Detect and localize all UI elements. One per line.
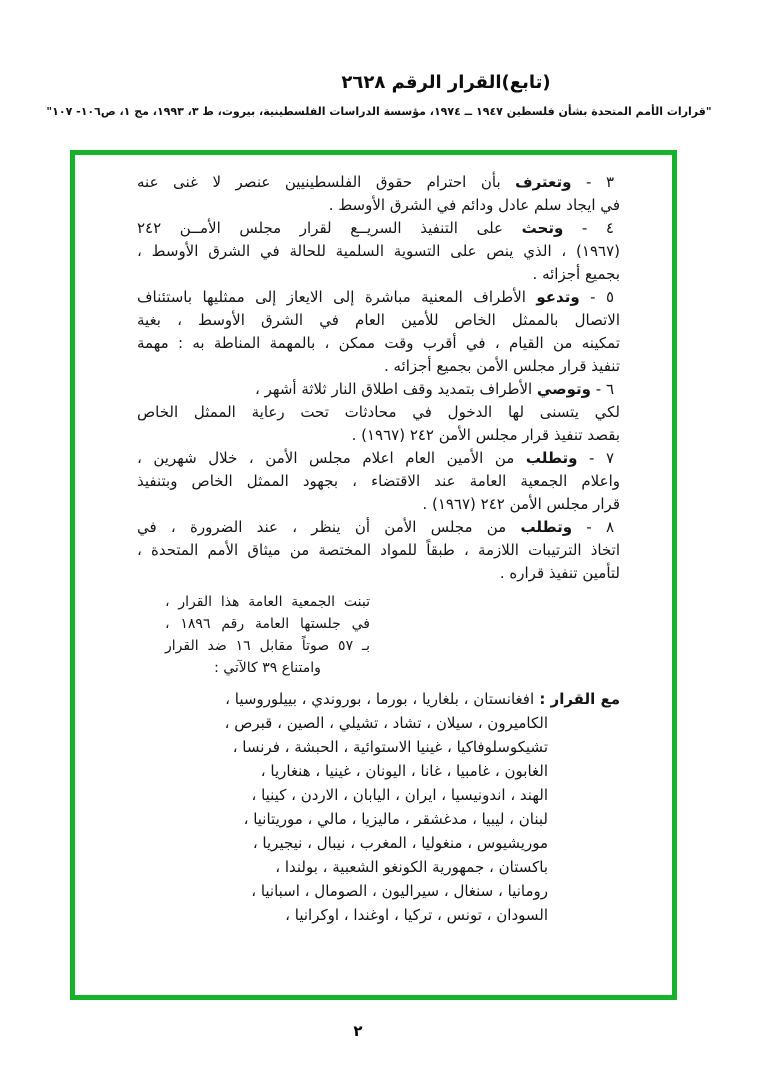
line-text: (١٩٦٧) ، الذي ينص على التسوية السلمية للحالة في الشرق الأوسط ، [137, 242, 620, 260]
vote-line: لبنان ، ليبيا ، مدغشقر ، ماليزيا ، مالي ، موريتانيا ، [243, 810, 548, 828]
body-line [137, 493, 620, 516]
line-text: اتخاذ الترتيبات اللازمة ، طبقاً للمواد المختصة من ميثاق الأمم المتحدة ، [137, 541, 620, 559]
vote-line: تشيكوسلوفاكيا ، غينيا الاستوائية ، الحبشة ، فرنسا ، [232, 738, 548, 756]
source-citation: "قرارات الأمم المتحدة بشأن فلسطين ١٩٤٧ ــ ١٩٧٤، مؤسسة الدراسات الفلسطينية، بيروت، ط ٣، ١٩٩٣، مج ١، ص١٠٦- ١٠٧" [46, 105, 712, 118]
operative-verb: وتطلب [520, 518, 573, 536]
line-text: من الأمين العام اعلام مجلس الأمن ، خلال شهرين ، [137, 449, 526, 467]
paragraph-number: ٣ - [571, 173, 615, 191]
line-text: الاتصال بالممثل الخاص للأمين العام في الشرق الأوسط ، بغية [137, 311, 620, 329]
line-text: بجميع أجزائه . [532, 265, 620, 283]
vote-label: مع القرار : [534, 690, 620, 708]
vote-line: السودان ، تونس ، تركيا ، اوغندا ، اوكرانيا ، [285, 906, 548, 924]
body-line [137, 562, 620, 585]
paragraph-number: ٧ - [577, 449, 614, 467]
body-line [137, 424, 620, 447]
body-line [137, 332, 620, 355]
body-line [137, 194, 620, 217]
adoption-line: وامتناع ٣٩ كالآتي : [214, 660, 321, 676]
body-line [137, 447, 620, 470]
page-number: ٢ [353, 1022, 363, 1040]
resolution-text [75, 155, 672, 927]
vote-line [137, 687, 620, 711]
highlight-frame [70, 150, 677, 1000]
line-text: بقصد تنفيذ قرار مجلس الأمن ٢٤٢ (١٩٦٧) . [351, 426, 620, 444]
vote-countries: افغانستان ، بلغاريا ، بورما ، بوروندي ، بييلوروسيا ، [225, 690, 535, 708]
paragraph-number: ٤ - [563, 219, 614, 237]
line-text: على التنفيذ السريــع لقرار مجلس الأمــن ٢٤٢ [137, 219, 522, 237]
line-text: قرار مجلس الأمن ٢٤٢ (١٩٦٧) . [422, 495, 620, 513]
vote-line: الهند ، اندونيسيا ، ايران ، اليابان ، الاردن ، كينيا ، [251, 786, 548, 804]
line-text: لكي يتسنى لها الدخول في محادثات تحت رعاية الممثل الخاص [137, 403, 620, 421]
body-line [137, 378, 620, 401]
operative-verb: وتعترف [515, 173, 572, 191]
adoption-note [165, 591, 370, 679]
operative-verb: وتطلب [525, 449, 578, 467]
body-line [137, 286, 620, 309]
line-text: الأطراف بتمديد وقف اطلاق النار ثلاثة أشهر ، [255, 380, 537, 398]
line-text: بأن احترام حقوق الفلسطينيين عنصر لا غنى عنه [137, 173, 516, 191]
paragraph-number: ٥ - [579, 288, 615, 306]
resolution-title: (تابع)القرار الرقم ٢٦٢٨ [341, 72, 551, 93]
adoption-line: تبنت الجمعية العامة هذا القرار ، [165, 594, 370, 610]
line-text: في ايجاد سلم عادل ودائم في الشرق الأوسط . [328, 196, 620, 214]
adoption-line: في جلستها العامة رقم ١٨٩٦ ، [165, 616, 370, 632]
line-text: واعلام الجمعية العامة عند الاقتضاء ، بجهود الممثل الخاص وبتنفيذ [137, 472, 620, 490]
vote-section [137, 687, 620, 927]
operative-verb: وتدعو [536, 288, 580, 306]
body-line [137, 263, 620, 286]
body-line [137, 240, 620, 263]
operative-verb: وتحث [521, 219, 564, 237]
body-line [137, 309, 620, 332]
body-line [137, 217, 620, 240]
vote-line: الكاميرون ، سيلان ، تشاد ، تشيلي ، الصين ، قبرص ، [224, 714, 548, 732]
paragraph-number: ٦ - [590, 380, 614, 398]
body-line [137, 470, 620, 493]
vote-line: رومانيا ، سنغال ، سيراليون ، الصومال ، اسبانيا ، [251, 882, 548, 900]
body-line [137, 171, 620, 194]
resolution-body [137, 171, 620, 585]
body-line [137, 401, 620, 424]
adoption-line: بـ ٥٧ صوتاً مقابل ١٦ ضد القرار [165, 638, 370, 654]
body-line [137, 516, 620, 539]
vote-line: باكستان ، جمهورية الكونغو الشعبية ، بولندا ، [275, 858, 548, 876]
line-text: تنفيذ قرار مجلس الأمن بجميع أجزائه . [383, 357, 620, 375]
line-text: الأطراف المعنية مباشرة إلى الايعاز إلى ممثليها باستئناف [137, 288, 537, 306]
line-text: تمكينه من القيام ، في أقرب وقت ممكن ، بالمهمة المناطة به : مهمة [137, 334, 620, 352]
line-text: من مجلس الأمن أن ينظر ، عند الضرورة ، في [137, 518, 521, 536]
paragraph-number: ٨ - [572, 518, 615, 536]
vote-line: الغابون ، غامبيا ، غانا ، اليونان ، غينيا ، هنغاريا ، [260, 762, 548, 780]
vote-line: موريشيوس ، منغوليا ، المغرب ، نيبال ، نيجيريا ، [252, 834, 548, 852]
line-text: لتأمين تنفيذ قراره . [499, 564, 620, 582]
operative-verb: وتوصي [536, 380, 591, 398]
body-line [137, 355, 620, 378]
body-line [137, 539, 620, 562]
